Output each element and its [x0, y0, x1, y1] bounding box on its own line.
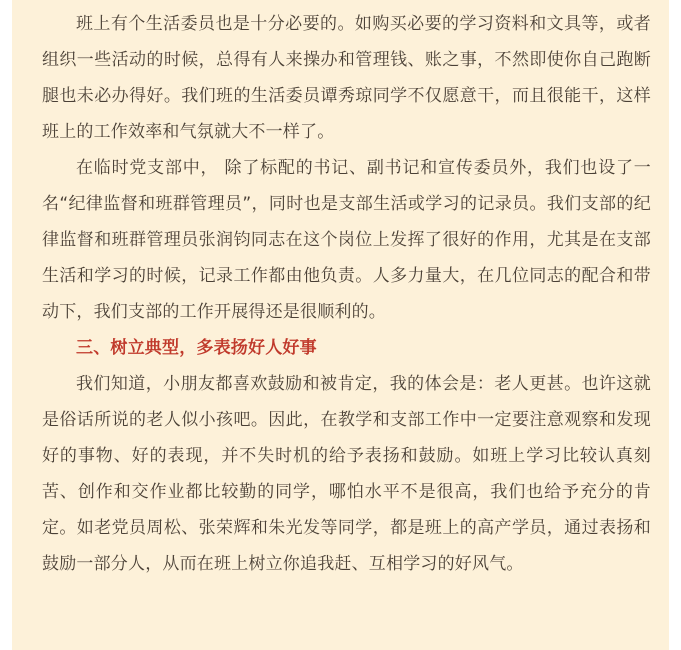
- article-page: [12, 0, 669, 650]
- section-heading: 三、树立典型，多表扬好人好事: [76, 338, 317, 358]
- paragraph-living-committee: 班上有个生活委员也是十分必要的。如购买必要的学习资料和文具等，或者组织一些活动的时候，总得有人来操办和管理钱、账之事，不然即使你自己跑断腿也未必办得好。我们班的生活委员谭秀琼同学不仅愿意干，而且很能干，这样班上的工作效率和气氛就大不一样了。: [42, 14, 651, 142]
- paragraph-party-branch: 在临时党支部中， 除了标配的书记、副书记和宣传委员外，我们也设了一名“纪律监督和班群管理员”，同时也是支部生活或学习的记录员。我们支部的纪律监督和班群管理员张润钧同志在这个岗位上发挥了很好的作用，尤其是在支部生活和学习的时候，记录工作都由他负责。人多力量大，在几位同志的配合和带动下，我们支部的工作开展得还是很顺利的。: [42, 158, 651, 322]
- paragraph-praise: 我们知道，小朋友都喜欢鼓励和被肯定，我的体会是：老人更甚。也许这就是俗话所说的老人似小孩吧。因此，在教学和支部工作中一定要注意观察和发现好的事物、好的表现，并不失时机的给予表扬和鼓励。如班上学习比较认真刻苦、创作和交作业都比较勤的同学，哪怕水平不是很高，我们也给予充分的肯定。如老党员周松、张荣辉和朱光发等同学，都是班上的高产学员，通过表扬和鼓励一部分人，从而在班上树立你追我赶、互相学习的好风气。: [42, 374, 651, 574]
